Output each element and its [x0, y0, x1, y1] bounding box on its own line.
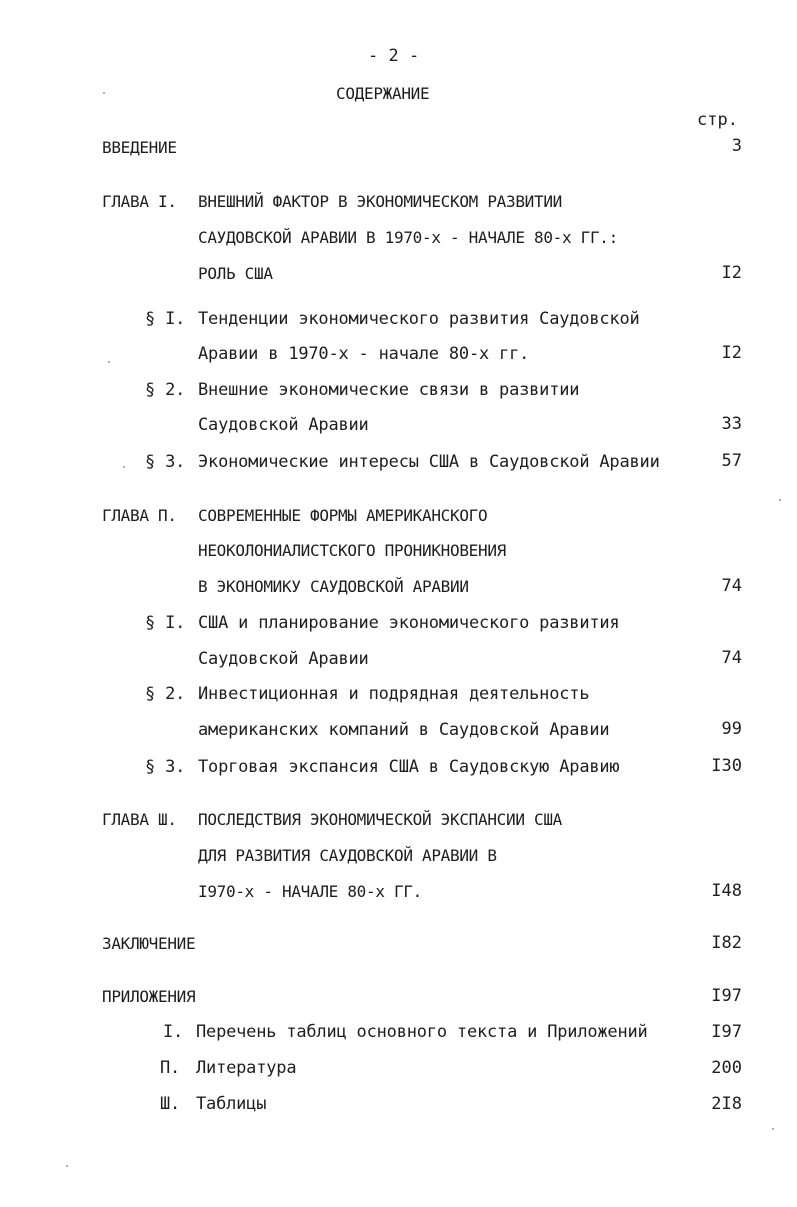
- chapter-title-line: I970-х - НАЧАЛЕ 80-х ГГ.: [198, 882, 422, 901]
- section-label: § I.: [145, 309, 186, 329]
- section-title-line: Торговая экспансия США в Саудовскую Аравию: [198, 757, 620, 777]
- chapter-title-line: НЕОКОЛОНИАЛИСТСКОГО ПРОНИКНОВЕНИЯ: [198, 541, 506, 560]
- entry-page: 33: [721, 414, 742, 434]
- chapter-title-line: ДЛЯ РАЗВИТИЯ САУДОВСКОЙ АРАВИИ В: [198, 846, 497, 865]
- chapter-title-line: ПОСЛЕДСТВИЯ ЭКОНОМИЧЕСКОЙ ЭКСПАНСИИ США: [198, 810, 562, 829]
- chapter-title-line: РОЛЬ США: [198, 264, 273, 283]
- section-label: § 2.: [145, 380, 186, 400]
- section-label: § 2.: [145, 684, 186, 704]
- appendix-title: Таблицы: [196, 1094, 267, 1114]
- chapter-label: ГЛАВА П.: [102, 506, 177, 525]
- appendix-title: Перечень таблиц основного текста и Приложений: [196, 1022, 648, 1042]
- section-title-line: американских компаний в Саудовской Аравии: [198, 720, 610, 740]
- entry-page: 200: [711, 1058, 742, 1078]
- section-label: § 3.: [145, 757, 186, 777]
- page-title: СОДЕРЖАНИЕ: [336, 84, 430, 103]
- entry-page: I2: [721, 263, 742, 283]
- appendix-label: П.: [160, 1058, 181, 1078]
- chapter-title-line: В ЭКОНОМИКУ САУДОВСКОЙ АРАВИИ: [198, 577, 469, 596]
- appendix-label: I.: [163, 1022, 184, 1042]
- scan-speck: [123, 466, 125, 468]
- section-title-line: США и планирование экономического развития: [198, 613, 620, 633]
- entry-page: 74: [721, 648, 742, 668]
- page-number: - 2 -: [368, 46, 420, 66]
- chapter-title-line: СОВРЕМЕННЫЕ ФОРМЫ АМЕРИКАНСКОГО: [198, 506, 488, 525]
- section-label: § 3.: [145, 452, 186, 472]
- entry-page: 57: [721, 451, 742, 471]
- section-title-line: Аравии в 1970-х - начале 80-х гг.: [198, 344, 530, 364]
- scan-speck: [108, 361, 110, 363]
- section-title-line: Саудовской Аравии: [198, 649, 369, 669]
- scan-speck: [779, 499, 781, 501]
- scan-speck: [772, 1128, 774, 1130]
- entry-page: 2I8: [711, 1094, 742, 1114]
- entry-page: I2: [721, 343, 742, 363]
- entry-page: I82: [711, 933, 742, 953]
- section-title-line: Инвестиционная и подрядная деятельность: [198, 684, 590, 704]
- section-title-line: Саудовской Аравии: [198, 415, 369, 435]
- entry-page: 3: [731, 136, 742, 156]
- entry-title: ПРИЛОЖЕНИЯ: [102, 987, 196, 1006]
- entry-title: ВВЕДЕНИЕ: [102, 138, 177, 157]
- scan-speck: [66, 1165, 68, 1167]
- entry-title: ЗАКЛЮЧЕНИЕ: [102, 934, 196, 953]
- chapter-title-line: ВНЕШНИЙ ФАКТОР В ЭКОНОМИЧЕСКОМ РАЗВИТИИ: [198, 192, 562, 211]
- page-column-label: стр.: [697, 110, 738, 130]
- entry-page: 99: [721, 719, 742, 739]
- chapter-label: ГЛАВА I.: [102, 192, 177, 211]
- appendix-title: Литература: [196, 1058, 297, 1078]
- entry-page: 74: [721, 576, 742, 596]
- section-title-line: Тенденции экономического развития Саудовской: [198, 309, 640, 329]
- section-title-line: Экономические интересы США в Саудовской Аравии: [198, 452, 660, 472]
- section-title-line: Внешние экономические связи в развитии: [198, 380, 580, 400]
- entry-page: I97: [711, 986, 742, 1006]
- section-label: § I.: [145, 613, 186, 633]
- appendix-label: Ш.: [160, 1094, 181, 1114]
- entry-page: I97: [711, 1022, 742, 1042]
- scan-speck: [103, 92, 105, 94]
- chapter-title-line: САУДОВСКОЙ АРАВИИ В 1970-х - НАЧАЛЕ 80-х ГГ.:: [198, 228, 618, 247]
- entry-page: I48: [711, 881, 742, 901]
- chapter-label: ГЛАВА Ш.: [102, 810, 177, 829]
- entry-page: I30: [711, 756, 742, 776]
